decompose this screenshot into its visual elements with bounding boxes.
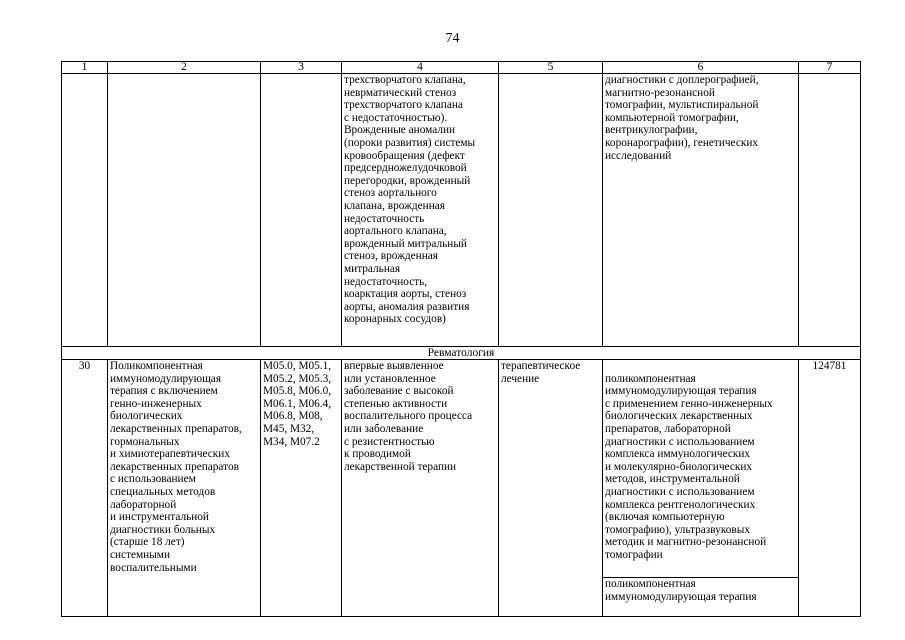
column-number: 3 xyxy=(261,62,342,74)
care-type: Поликомпонентная иммуномодулирующая терапия с включением генно-инженерных биологических лекарственных препаратов, гормональных и химиотерапевтических лекарственных препаратов с использованием специальных методов лабораторной и инструментальной диагностики больных (старше 18 лет) системными воспалительными xyxy=(108,360,261,617)
table-row xyxy=(62,360,861,617)
empty-cell xyxy=(261,74,342,347)
continuation-row xyxy=(62,74,861,347)
column-number: 1 xyxy=(62,62,108,74)
medical-care-table xyxy=(61,61,861,617)
empty-cell xyxy=(108,74,261,347)
icd-codes: M05.0, M05.1, M05.2, M05.3, M05.8, M06.0, M06.1, M06.4, M06.8, M08, M45, M32, M34, M07.2 xyxy=(261,360,342,617)
patient-model: впервые выявленное или установленное заболевание с высокой степенью активности воспалительного процесса или заболевание с резистентностью к проводимой лекарственной терапии xyxy=(342,360,499,617)
section-row xyxy=(62,347,861,360)
treatment-type: терапевтическое лечение xyxy=(499,360,603,617)
column-number: 4 xyxy=(342,62,499,74)
column-number: 5 xyxy=(499,62,603,74)
page-number: 74 xyxy=(445,31,460,46)
column-number: 6 xyxy=(603,62,799,74)
section-title: Ревматология xyxy=(62,347,861,360)
column-numbers-row xyxy=(62,62,861,74)
empty-cell xyxy=(799,74,861,347)
empty-cell xyxy=(62,74,108,347)
column-number: 7 xyxy=(799,62,861,74)
cost-value: 124781 xyxy=(799,360,861,617)
column-number: 2 xyxy=(108,62,261,74)
treatment-method: поликомпонентная иммуномодулирующая терапия с применением генно-инженерных биологических лекарственных препаратов, лабораторной диагностики с использованием комплекса иммунологических и молекулярно-биологических методов, инструментальной диагностики с использованием комплекса рентгенологических (включая компьютерную томографию), ультразвуковых методик и магнитно-резонансной томографии xyxy=(605,372,773,561)
treatment-method-cell xyxy=(603,360,799,617)
method-continuation: диагностики с доплерографией, магнитно-резонансной томографии, мультиспиральной компьютерной томографии, вентрикулографии, коронарографии), генетических исследований xyxy=(603,74,799,347)
treatment-method-second: поликомпонентная иммуномодулирующая терапия xyxy=(603,577,798,603)
empty-cell xyxy=(499,74,603,347)
diagnosis-continuation: трехстворчатого клапана, неврматический стеноз трехстворчатого клапана с недостаточностью). Врожденные аномалии (пороки развития) системы кровообращения (дефект предсердножелудочковой перегородки, врожденный стеноз аортального клапана, врожденная недостаточность аортального клапана, врожденный митральный стеноз, врожденная митральная недостаточность, коарктация аорты, стеноз аорты, аномалия развития коронарных сосудов) xyxy=(342,74,499,347)
row-number: 30 xyxy=(62,360,108,617)
